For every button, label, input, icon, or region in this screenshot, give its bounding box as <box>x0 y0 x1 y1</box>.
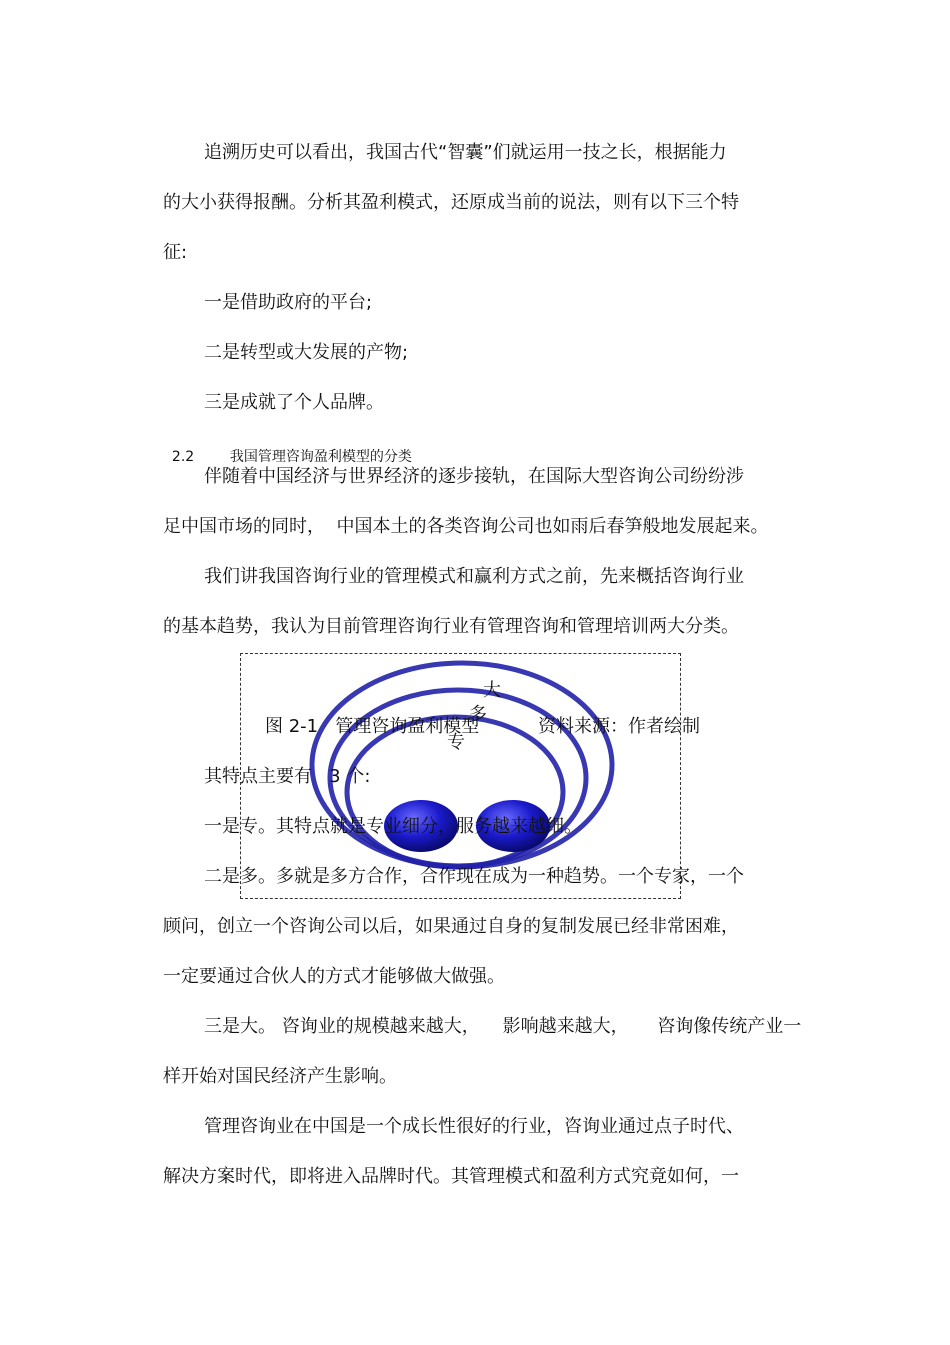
paragraph-6-line-1: 二是多。多就是多方合作，合作现在成为一种趋势。一个专家，一个 <box>204 866 744 887</box>
paragraph-8-line-2: 解决方案时代，即将进入品牌时代。其管理模式和盈利方式究竟如何，一 <box>163 1166 739 1187</box>
paragraph-1-line-3: 征: <box>163 242 188 263</box>
paragraph-7-line-2: 样开始对国民经济产生影响。 <box>163 1066 397 1087</box>
figure-source: 资料来源：作者绘制 <box>538 716 700 737</box>
figure-label-duo: 多 <box>469 704 487 725</box>
paragraph-5: 一是专。其特点就是专业细分，服务越来越细。 <box>204 816 582 837</box>
paragraph-4: 其特点主要有 3 个: <box>204 766 371 787</box>
paragraph-1-line-2: 的大小获得报酬。分析其盈利模式，还原成当前的说法，则有以下三个特 <box>163 192 739 213</box>
section-number: 2.2 <box>171 449 195 465</box>
section-heading <box>163 430 412 466</box>
paragraph-2-line-2: 足中国市场的同时， 中国本土的各类咨询公司也如雨后春笋般地发展起来。 <box>163 516 769 537</box>
paragraph-7-line-1: 三是大。 咨询业的规模越来越大， 影响越来越大， 咨询像传统产业一 <box>204 1016 802 1037</box>
paragraph-6-line-3: 一定要通过合伙人的方式才能够做大做强。 <box>163 966 505 987</box>
figure-label-da: 大 <box>483 680 501 701</box>
paragraph-3-line-1: 我们讲我国咨询行业的管理模式和赢利方式之前，先来概括咨询行业 <box>204 566 744 587</box>
list-item-1: 一是借助政府的平台; <box>204 292 373 313</box>
figure-caption: 图 2-1 管理咨询盈利模型 <box>265 716 480 737</box>
paragraph-8-line-1: 管理咨询业在中国是一个成长性很好的行业，咨询业通过点子时代、 <box>204 1116 744 1137</box>
paragraph-1-line-1: 追溯历史可以看出，我国古代“智囊”们就运用一技之长，根据能力 <box>204 142 727 163</box>
list-item-2: 二是转型或大发展的产物; <box>204 342 409 363</box>
figure-label-zhuan: 专 <box>447 732 465 753</box>
paragraph-6-line-2: 顾问，创立一个咨询公司以后，如果通过自身的复制发展已经非常困难， <box>163 916 739 937</box>
list-item-3: 三是成就了个人品牌。 <box>204 392 384 413</box>
paragraph-2-line-1: 伴随着中国经济与世界经济的逐步接轨，在国际大型咨询公司纷纷涉 <box>204 466 744 487</box>
section-title: 我国管理咨询盈利模型的分类 <box>229 449 412 465</box>
paragraph-3-line-2: 的基本趋势，我认为目前管理咨询行业有管理咨询和管理培训两大分类。 <box>163 616 739 637</box>
